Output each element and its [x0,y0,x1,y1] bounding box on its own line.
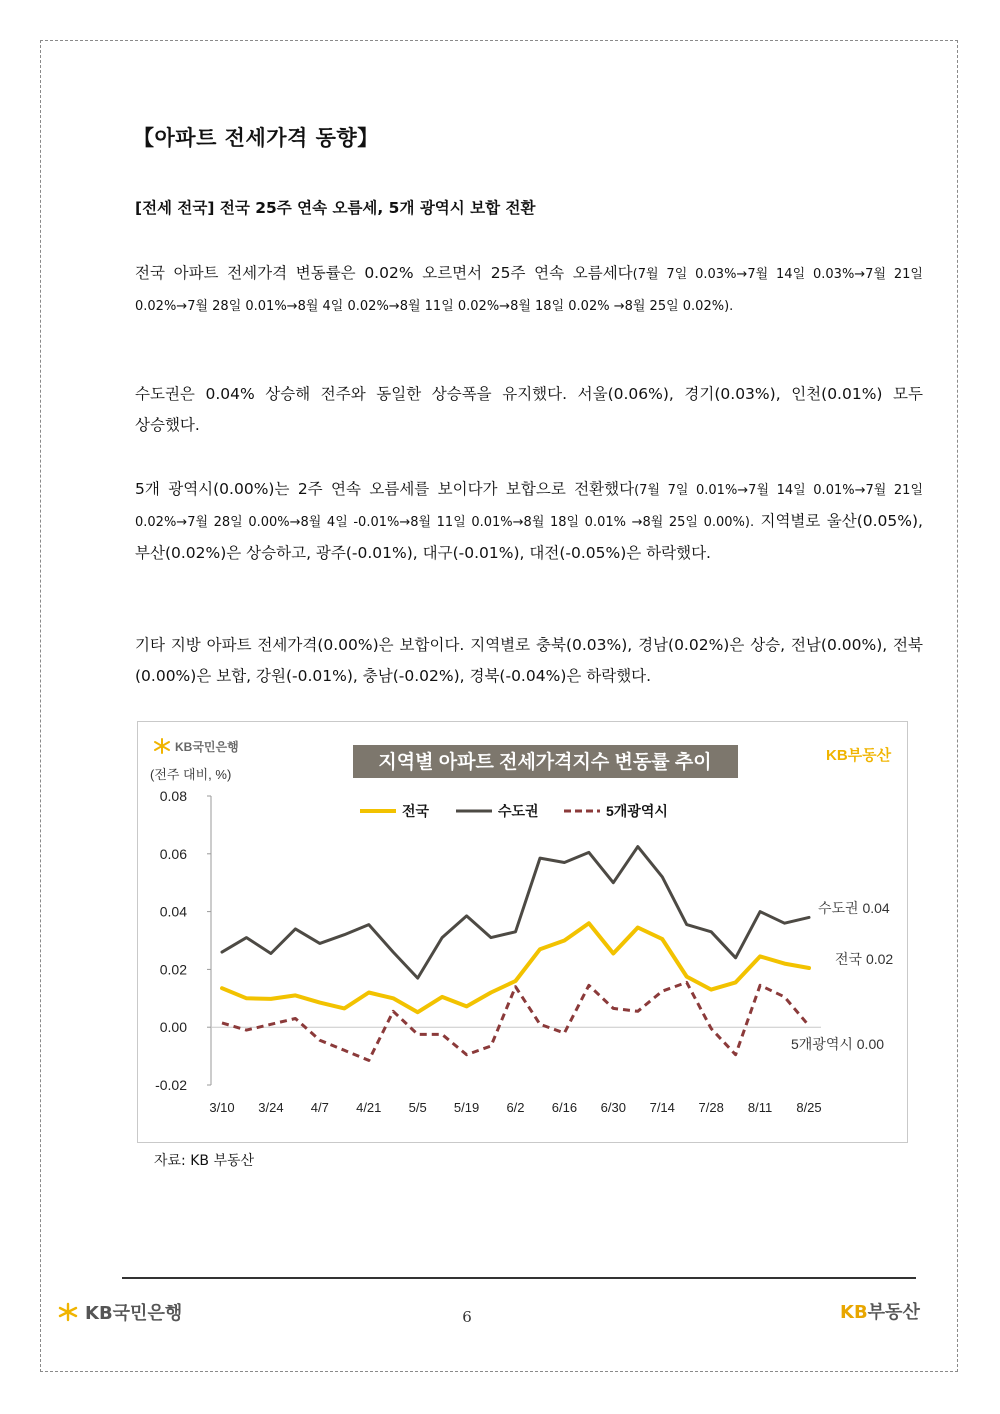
paragraph-metro [135,474,923,569]
chart-unit-label: (전주 대비, %) [150,767,232,782]
page-number: 6 [462,1308,472,1326]
paragraph-other-regions: 기타 지방 아파트 전세가격(0.00%)은 보합이다. 지역별로 충북(0.03%), 경남(0.02%)은 상승, 전남(0.00%), 전북(0.00%)은 보합, 강원(-0.01%), 충남(-0.02%), 경북(-0.04%)은 하락했다. [135,636,923,685]
chart-realestate-logo: KB부동산 [826,747,892,764]
x-tick-label: 5/19 [453,1100,480,1115]
series-end-label: 5개광역시 0.00 [791,1036,885,1052]
series-line-capital [222,847,809,979]
footer-bank-logo [57,1299,182,1325]
footer-realestate-kb: KB [840,1302,868,1323]
x-tick-label: 7/28 [698,1100,724,1115]
x-tick-label: 4/7 [310,1100,329,1115]
line-chart [138,722,909,1144]
x-tick-label: 4/21 [356,1100,382,1115]
legend-label: 5개광역시 [606,803,668,819]
sub-heading: [전세 전국] 전국 25주 연속 오름세, 5개 광역시 보합 전환 [135,199,536,217]
footer-realestate-text: 부동산 [867,1302,920,1323]
series-end-label: 전국 0.02 [835,951,894,967]
footer-realestate-logo [840,1298,920,1324]
x-tick-label: 8/25 [796,1100,822,1115]
paragraph-metro-detail: (7월 7일 0.01%→7월 14일 0.01%→7월 21일 0.02%→7월 28일 0.00%→8월 4일 -0.01%→8월 11일 0.01%→8월 18일 0.01% →8월 25일 0.00%). [135,483,923,530]
x-tick-label: 6/30 [600,1100,626,1115]
y-tick-label: 0.04 [159,903,187,920]
y-tick-label: 0.00 [159,1019,187,1036]
y-tick-label: 0.08 [159,788,187,804]
x-tick-label: 6/2 [506,1100,525,1115]
x-tick-label: 7/14 [649,1100,675,1115]
paragraph-metro-main: 5개 광역시(0.00%)는 2주 연속 오름세를 보이다가 보합으로 전환했다 [135,480,635,498]
page-frame [40,40,958,1372]
footer-divider [122,1277,916,1279]
section-title: 【아파트 전세가격 동향】 [133,126,379,150]
x-tick-label: 8/11 [747,1100,773,1115]
kb-star-icon [155,739,169,753]
x-tick-label: 5/5 [408,1100,427,1115]
y-tick-label: 0.06 [159,845,187,862]
x-tick-label: 6/16 [551,1100,578,1115]
x-tick-label: 3/10 [209,1100,235,1115]
series-end-label: 수도권 0.04 [818,900,890,916]
paragraph-national-main: 전국 아파트 전세가격 변동률은 0.02% 오르면서 25주 연속 오름세다 [135,264,633,282]
paragraph-national-detail: (7월 7일 0.03%→7월 14일 0.03%→7월 21일 0.02%→7월 28일 0.01%→8월 4일 0.02%→8월 11일 0.02%→8월 18일 0.02% →8월 25일 0.02%). [135,267,923,314]
y-tick-label: 0.02 [159,961,187,978]
chart-source: 자료: KB 부동산 [154,1153,255,1169]
chart-panel [137,721,908,1143]
paragraph-capital: 수도권은 0.04% 상승해 전주와 동일한 상승폭을 유지했다. 서울(0.06%), 경기(0.03%), 인천(0.01%) 모두 상승했다. [135,385,923,434]
legend-label: 전국 [402,803,430,819]
chart-bank-logo: KB국민은행 [175,740,239,754]
x-tick-label: 3/24 [258,1100,284,1115]
kb-star-icon [57,1302,79,1322]
y-tick-label: -0.02 [155,1077,187,1093]
chart-title: 지역별 아파트 전세가격지수 변동률 추이 [378,752,712,773]
paragraph-metro-tail: 지역별로 울산(0.05%), 부산(0.02%)은 상승하고, 광주(-0.01%), 대구(-0.01%), 대전(-0.05%)은 하락했다. [135,512,923,562]
footer-bank-name: KB국민은행 [85,1303,183,1324]
paragraph-national [135,258,923,322]
legend-label: 수도권 [498,803,539,819]
series-line-metro [222,982,809,1060]
